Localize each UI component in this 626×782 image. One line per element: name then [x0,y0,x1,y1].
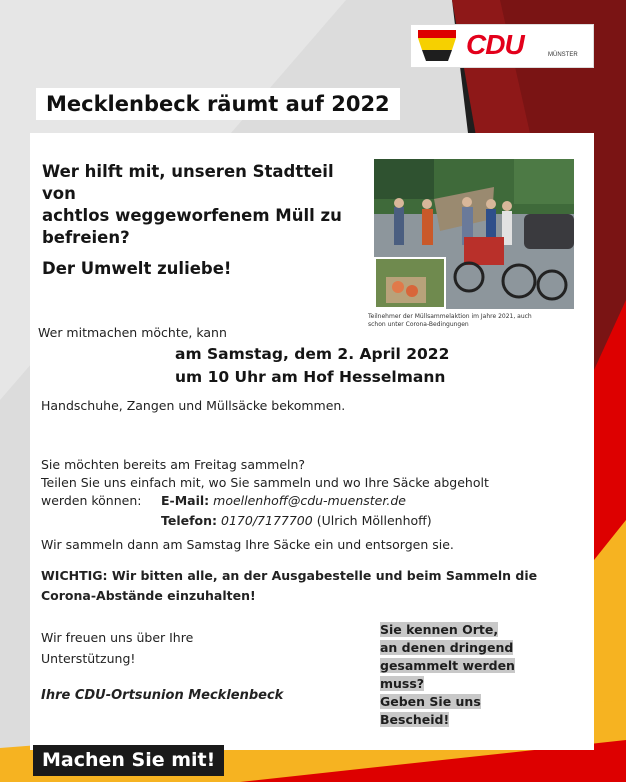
phone-label: Telefon: [161,513,218,528]
email-label: E-Mail: [161,493,210,508]
intro-question-line: achtlos weggeworfenem Müll zu [42,206,342,225]
intro-question [42,161,362,249]
warning-label: WICHTIG: [41,568,108,583]
equipment-text: Handschuhe, Zangen und Müllsäcke bekommen. [41,398,346,413]
cdu-logo [411,25,593,67]
phone-row [161,512,432,529]
photo-caption-line: Teilnehmer der Müllsammelaktion im Jahre 2021, auch [368,313,532,320]
friday-question: Sie möchten bereits am Freitag sammeln? [41,457,306,472]
who-text: Wer mitmachen möchte, kann [38,325,227,340]
logo-city: MÜNSTER [548,52,578,58]
intro-question-line: Wer hilft mit, unseren Stadtteil von [42,162,334,203]
event-time-line: um 10 Uhr am Hof Hesselmann [175,368,446,386]
content-card [30,133,594,750]
logo-text: CDU [466,29,524,60]
event-date [175,343,465,389]
side-note-line: Geben Sie uns Bescheid! [380,694,481,727]
muenster-flag-icon [418,30,456,62]
group-photo-image [374,159,574,309]
side-note-line: Sie kennen Orte, [380,622,499,637]
thanks-line1: Wir freuen uns über Ihre [41,630,194,645]
group-photo [374,159,574,309]
warning-line2: Corona-Abstände einzuhalten! [41,588,256,603]
page-title: Mecklenbeck räumt auf 2022 [36,88,400,120]
side-note-line: an denen dringend [380,640,514,655]
call-to-action: Machen Sie mit! [33,745,224,776]
warning-line1: Wir bitten alle, an der Ausgabestelle und beim Sammeln die [111,568,538,583]
intro-question-line: befreien? [42,228,130,247]
side-note-line: gesammelt werden muss? [380,658,515,691]
saturday-text: Wir sammeln dann am Samstag Ihre Säcke ein und entsorgen sie. [41,537,454,552]
email-link[interactable]: moellenhoff@cdu-muenster.de [213,493,406,508]
email-row [161,492,406,509]
friday-text-line1: Teilen Sie uns einfach mit, wo Sie sammeln und wo Ihre Säcke abgeholt [41,475,489,490]
warning-text [41,566,551,606]
thanks-line2: Unterstützung! [41,651,136,666]
intro-slogan: Der Umwelt zuliebe! [42,259,232,278]
side-note [380,621,552,729]
phone-number[interactable]: 0170/7177700 [221,513,313,528]
photo-caption [368,313,584,329]
friday-text-line2: werden können: [41,493,142,508]
photo-caption-line: schon unter Corona-Bedingungen [368,321,469,328]
contact-name: (Ulrich Möllenhoff) [316,513,432,528]
signature: Ihre CDU-Ortsunion Mecklenbeck [41,688,284,703]
event-date-line: am Samstag, dem 2. April 2022 [175,345,450,363]
